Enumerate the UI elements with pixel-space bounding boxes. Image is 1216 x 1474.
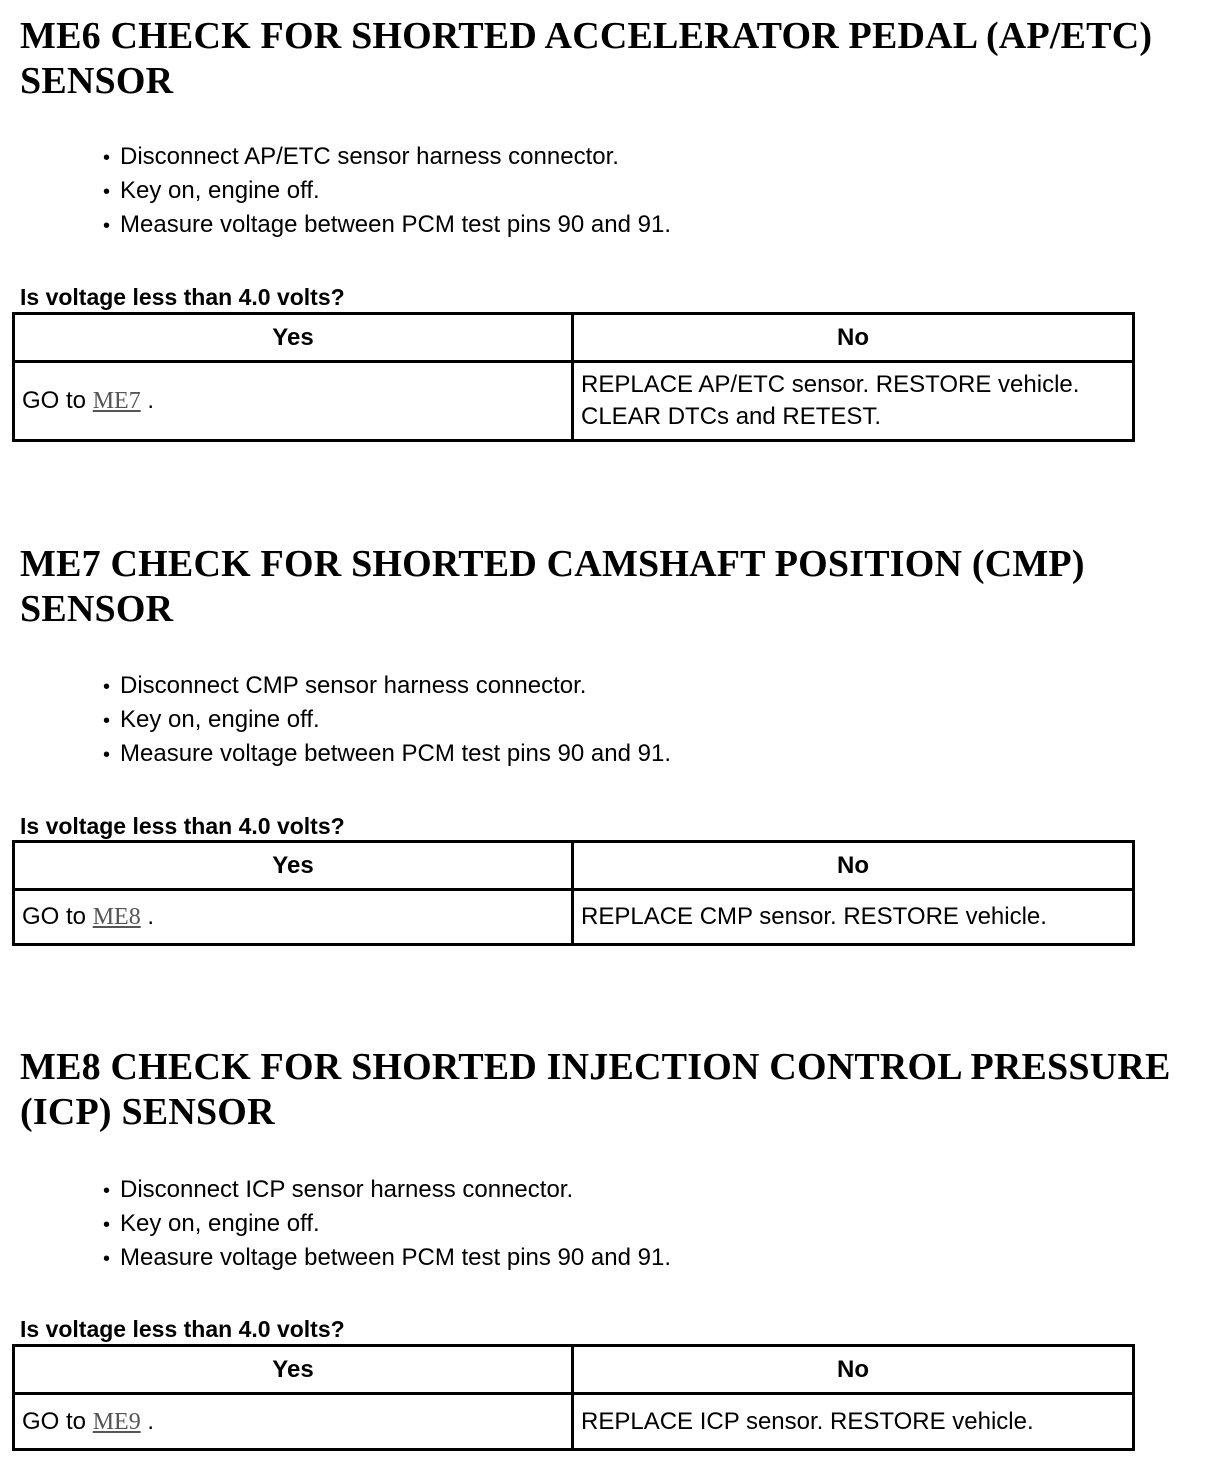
yes-header: Yes	[14, 314, 573, 362]
bullet-icon: •	[103, 147, 111, 169]
step-text: Key on, engine off.	[120, 706, 320, 733]
step-text: Disconnect CMP sensor harness connector.	[120, 672, 587, 699]
question-text: Is voltage less than 4.0 volts?	[20, 1316, 345, 1342]
table-row	[14, 890, 1134, 945]
step-item	[103, 669, 671, 703]
goto-link[interactable]: ME8	[92, 904, 141, 930]
no-header: No	[573, 842, 1134, 890]
result-table	[12, 840, 1135, 946]
result-table	[12, 1344, 1135, 1451]
table-row	[14, 362, 1134, 441]
goto-link[interactable]: ME9	[92, 1408, 141, 1435]
step-text: Key on, engine off.	[120, 1210, 320, 1237]
bullet-icon: •	[103, 215, 111, 237]
bullet-icon: •	[103, 710, 111, 732]
yes-suffix: .	[147, 387, 155, 414]
step-list	[103, 140, 671, 242]
step-text: Measure voltage between PCM test pins 90 and 91.	[120, 1244, 671, 1271]
step-item	[103, 1173, 671, 1207]
bullet-icon: •	[103, 1180, 111, 1202]
step-item	[103, 140, 671, 174]
goto-link[interactable]: ME7	[92, 388, 141, 414]
question-text: Is voltage less than 4.0 volts?	[20, 284, 345, 310]
bullet-icon: •	[103, 744, 111, 766]
result-table	[12, 312, 1135, 442]
step-item	[103, 174, 671, 208]
yes-cell	[14, 890, 573, 945]
step-item	[103, 208, 671, 242]
step-item	[103, 703, 671, 737]
section-title: ME6 CHECK FOR SHORTED ACCELERATOR PEDAL (AP/ETC) SENSOR	[20, 15, 1153, 102]
step-text: Key on, engine off.	[120, 177, 320, 204]
step-text: Measure voltage between PCM test pins 90 and 91.	[120, 211, 671, 238]
table-header-row	[14, 314, 1134, 362]
question-text: Is voltage less than 4.0 volts?	[20, 813, 345, 839]
yes-prefix: GO to	[22, 903, 87, 930]
yes-cell	[14, 1394, 573, 1450]
yes-prefix: GO to	[22, 1407, 87, 1435]
yes-prefix: GO to	[22, 387, 87, 414]
no-cell: REPLACE CMP sensor. RESTORE vehicle.	[573, 890, 1134, 945]
yes-suffix: .	[147, 1407, 155, 1435]
table-row	[14, 1394, 1134, 1450]
no-header: No	[573, 314, 1134, 362]
no-cell: REPLACE ICP sensor. RESTORE vehicle.	[573, 1394, 1134, 1450]
table-header-row	[14, 1346, 1134, 1394]
yes-header: Yes	[14, 842, 573, 890]
yes-suffix: .	[147, 903, 155, 930]
step-item	[103, 1241, 671, 1275]
bullet-icon: •	[103, 1248, 111, 1270]
bullet-icon: •	[103, 181, 111, 203]
step-text: Measure voltage between PCM test pins 90 and 91.	[120, 740, 671, 767]
section-title: ME7 CHECK FOR SHORTED CAMSHAFT POSITION (CMP) SENSOR	[20, 543, 1085, 630]
section-title: ME8 CHECK FOR SHORTED INJECTION CONTROL PRESSURE (ICP) SENSOR	[20, 1046, 1171, 1133]
yes-cell	[14, 362, 573, 441]
table-header-row	[14, 842, 1134, 890]
bullet-icon: •	[103, 1214, 111, 1236]
step-text: Disconnect ICP sensor harness connector.	[120, 1176, 574, 1203]
bullet-icon: •	[103, 676, 111, 698]
step-item	[103, 737, 671, 771]
yes-header: Yes	[14, 1346, 573, 1394]
no-cell: REPLACE AP/ETC sensor. RESTORE vehicle. CLEAR DTCs and RETEST.	[573, 362, 1134, 441]
no-header: No	[573, 1346, 1134, 1394]
step-list	[103, 1173, 671, 1275]
step-item	[103, 1207, 671, 1241]
step-text: Disconnect AP/ETC sensor harness connector.	[120, 143, 619, 170]
step-list	[103, 669, 671, 771]
